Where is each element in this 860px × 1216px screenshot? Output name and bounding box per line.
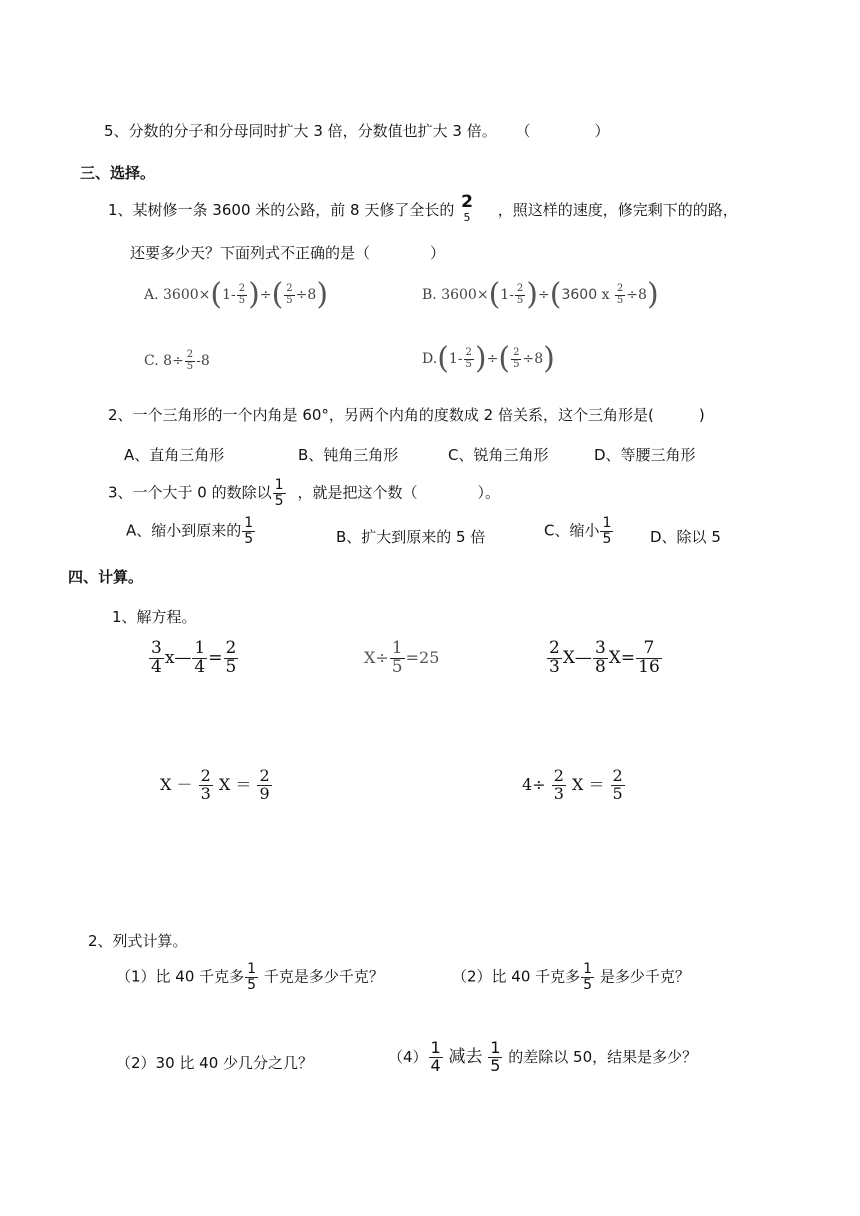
c1-text-end: ，照这样的速度，修完剩下的的路，: [497, 201, 738, 220]
c1-option-b: B. 3600×(1- $\frac{2}{5}$ )÷(3600 x $\frac{2}{5}$ ÷8): [422, 277, 659, 312]
section-4-title: 四、计算。: [68, 568, 144, 586]
choice-2-line: 2、一个三角形的一个内角是 60°，另两个内角的度数成 2 倍关系，这个三角形是( ): [108, 406, 705, 424]
q5-prefix: 5: [104, 122, 114, 140]
c2-option-b: B、钝角三角形: [298, 446, 399, 464]
section-3-title: 三、选择。: [80, 164, 156, 182]
c3-option-a: A、缩小到原来的 $\frac{1}{5}$: [126, 515, 254, 547]
calc-title: 2、列式计算。: [88, 932, 188, 950]
c2-option-a: A、直角三角形: [124, 446, 225, 464]
c2-option-c: C、锐角三角形: [448, 446, 549, 464]
choice-1-line1: [108, 192, 738, 224]
equation-2: X÷ $\frac{1}{5}$ =25: [364, 638, 440, 677]
equation-3: $\frac{2}{3}$ X— $\frac{3}{8}$ X= $\frac{7}{16}$: [549, 638, 660, 677]
c3-option-d: D、除以 5: [650, 528, 721, 546]
c1-option-d: D.(1- $\frac{2}{5}$ )÷( $\frac{2}{5}$ ÷8): [422, 341, 555, 376]
answer-paren-left: （: [515, 122, 531, 140]
choice-1-line2: 还要多少天？下面列式不正确的是（ ）: [130, 244, 446, 262]
c3-option-c: C、缩小 $\frac{1}{5}$: [544, 515, 612, 547]
c1-option-a: A. 3600×(1- $\frac{2}{5}$ )÷( $\frac{2}{5}$ ÷8): [144, 277, 329, 312]
fraction-2-5: 2 5: [461, 192, 473, 224]
solve-title: 1、解方程。: [112, 608, 197, 626]
equation-1: $\frac{3}{4}$ x— $\frac{1}{4}$ = $\frac{2}{5}$: [151, 638, 237, 677]
question-5: [104, 120, 610, 141]
calc-problem-4: （4） $\frac{1}{4}$ 减去 $\frac{1}{5}$ 的差除以 50，结果是多少？: [388, 1038, 698, 1075]
calc-problem-3: （2）30 比 40 少几分之几？: [116, 1054, 314, 1072]
calc-problem-2: （2）比 40 千克多 $\frac{1}{5}$ 是多少千克？: [452, 961, 690, 993]
equation-4: X － $\frac{2}{3}$ X ＝ $\frac{2}{9}$: [160, 766, 270, 803]
c2-option-d: D、等腰三角形: [594, 446, 696, 464]
c3-option-b: B、扩大到原来的 5 倍: [336, 528, 486, 546]
equation-5: 4÷ $\frac{2}{3}$ X ＝ $\frac{2}{5}$: [522, 766, 623, 803]
c1-option-c: C. 8÷ $\frac{2}{5}$ -8: [144, 349, 210, 372]
fraction-1-5: $\frac{1}{5}$: [274, 477, 284, 509]
choice-3-line: 3、一个大于 0 的数除以 $\frac{1}{5}$ ，就是把这个数（ ）。: [108, 477, 501, 509]
calc-problem-1: （1）比 40 千克多 $\frac{1}{5}$ 千克是多少千克？: [116, 961, 384, 993]
answer-paren-right: ）: [594, 122, 610, 140]
q5-text: 、分数的分子和分母同时扩大 3 倍，分数值也扩大 3 倍。: [113, 122, 497, 140]
c1-text: 1、某树修一条 3600 米的公路，前 8 天修了全长的: [108, 201, 455, 220]
